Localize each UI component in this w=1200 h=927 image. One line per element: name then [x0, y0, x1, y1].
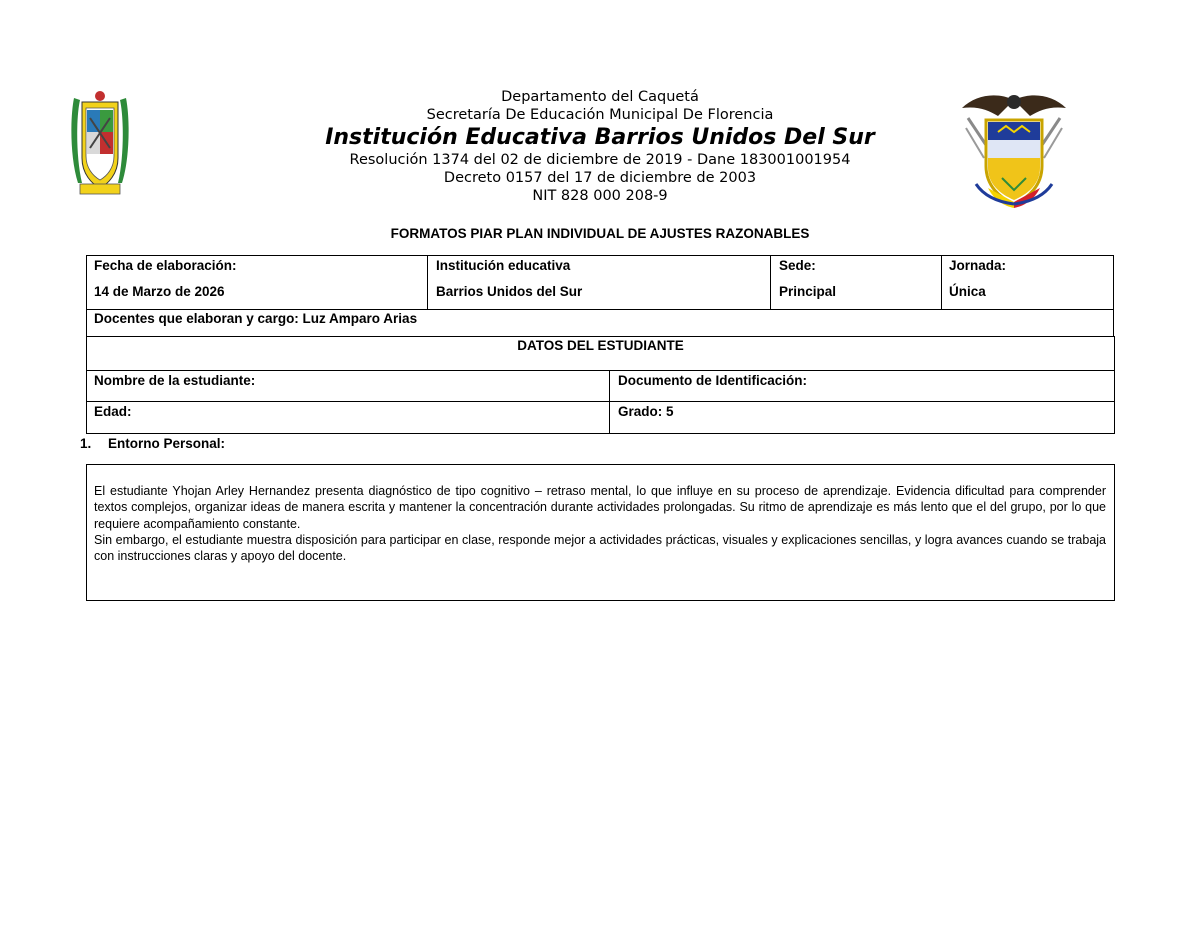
student-table-divider	[609, 370, 610, 434]
student-name-label: Nombre de la estudiante:	[94, 373, 256, 388]
decree-line: Decreto 0157 del 17 de diciembre de 2003	[443, 170, 757, 186]
shift-label: Jornada:	[949, 258, 1007, 273]
campus-label: Sede:	[779, 258, 816, 273]
section-label: Entorno Personal:	[108, 436, 226, 451]
section-personal-environment	[80, 436, 225, 451]
paragraph-strengths: Sin embargo, el estudiante muestra disposición para participar en clase, responde mejor a actividades prácticas, visuales y explicaciones sencillas, y logra avances cuando se trabaja con instrucciones claras y apoyo del docente.	[94, 532, 1106, 564]
student-table-rule	[86, 401, 1115, 402]
document-id-label: Documento de Identificación:	[618, 373, 808, 388]
info-table-divider	[427, 255, 428, 310]
shift-value: Única	[949, 284, 986, 299]
colombia-coat-of-arms-icon	[958, 88, 1070, 210]
grade-label: Grado: 5	[618, 404, 674, 419]
institution-value: Barrios Unidos del Sur	[436, 284, 583, 299]
teachers-text: Docentes que elaboran y cargo: Luz Amparo Arias	[94, 311, 418, 326]
form-title: FORMATOS PIAR PLAN INDIVIDUAL DE AJUSTES RAZONABLES	[390, 226, 810, 241]
secretariat-line: Secretaría De Educación Municipal De Florencia	[426, 107, 774, 123]
campus-value: Principal	[779, 284, 837, 299]
institution-label: Institución educativa	[436, 258, 571, 273]
institution-title: Institución Educativa Barrios Unidos Del Sur	[325, 125, 875, 150]
info-table-divider	[770, 255, 771, 310]
date-value: 14 de Marzo de 2026	[94, 284, 225, 299]
student-data-heading: DATOS DEL ESTUDIANTE	[517, 338, 684, 353]
department-line: Departamento del Caquetá	[501, 89, 699, 105]
age-label: Edad:	[94, 404, 132, 419]
resolution-line: Resolución 1374 del 02 de diciembre de 2019 - Dane 183001001954	[349, 152, 851, 168]
section-number: 1.	[80, 436, 92, 451]
student-table-rule	[86, 370, 1115, 371]
date-label: Fecha de elaboración:	[94, 258, 237, 273]
paragraph-diagnosis: El estudiante Yhojan Arley Hernandez presenta diagnóstico de tipo cognitivo – retraso mental, lo que influye en su proceso de aprendizaje. Evidencia dificultad para comprender textos complejos, organizar ideas de manera escrita y mantener la concentración durante actividades prolongadas. Su ritmo de aprendizaje es más lento que el del grupo, por lo que requiere acompañamiento constante.	[94, 484, 1106, 531]
nit-line: NIT 828 000 208-9	[532, 188, 668, 204]
info-table-divider	[941, 255, 942, 310]
personal-environment-text	[94, 483, 1106, 564]
